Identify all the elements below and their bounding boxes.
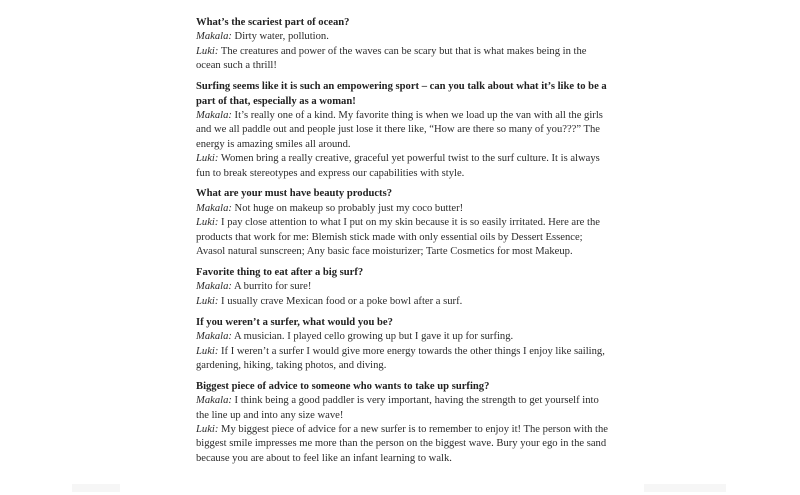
answer-luki [196, 345, 608, 374]
answer-makala [196, 109, 608, 152]
speaker-name: Makala: [196, 31, 232, 43]
question: If you weren’t a surfer, what would you be? [196, 316, 393, 328]
question: What’s the scariest part of ocean? [196, 17, 350, 28]
answer-text: It’s really one of a kind. My favorite thing is when we load up the van with all the girls and we all paddle out and people just lose it there like, “How are there so many of you???” The energy is amazing smiles all around. [196, 109, 603, 150]
question: Surfing seems like it is such an empowering sport – can you talk about what it’s like to be a part of that, especially as a woman! [196, 81, 607, 107]
answer-text: If I weren’t a surfer I would give more energy towards the other things I enjoy like sailing, gardening, hiking, taking photos, and diving. [196, 345, 605, 371]
speaker-name: Makala: [196, 109, 232, 121]
answer-luki [196, 423, 608, 466]
question: Favorite thing to eat after a big surf? [196, 267, 364, 278]
qa-block-5 [196, 316, 608, 374]
speaker-name: Luki: [196, 424, 219, 436]
qa-block-2 [196, 80, 608, 181]
answer-text: I pay close attention to what I put on my skin because it is so easily irritated. Here are the products that work for me: Blemish stick made with only essential oils by Dessert Essence; Avasol natural sunscreen; Any basic face moisturizer; Tarte Cosmetics for most Makeup. [196, 217, 600, 258]
qa-block-1 [196, 16, 608, 74]
answer-makala [196, 280, 608, 294]
speaker-name: Luki: [196, 345, 219, 357]
answer-text: A burrito for sure! [233, 281, 312, 293]
speaker-name: Luki: [196, 217, 219, 229]
answer-makala [196, 30, 608, 44]
answer-text: I think being a good paddler is very important, having the strength to get yourself into the line up and into any size wave! [196, 395, 599, 421]
speaker-name: Makala: [196, 281, 232, 293]
qa-block-3 [196, 187, 608, 259]
answer-makala [196, 394, 608, 423]
answer-text: A musician. I played cello growing up but I gave it up for surfing. [233, 331, 514, 343]
speaker-name: Luki: [196, 295, 219, 307]
answer-luki [196, 45, 608, 74]
answer-makala [196, 330, 608, 344]
answer-makala [196, 202, 608, 216]
answer-text: I usually crave Mexican food or a poke bowl after a surf. [221, 295, 463, 307]
speaker-name: Luki: [196, 153, 219, 165]
speaker-name: Makala: [196, 395, 232, 407]
footer-fade-left [72, 484, 120, 492]
question: Biggest piece of advice to someone who wants to take up surfing? [196, 380, 490, 392]
answer-text: Dirty water, pollution. [234, 31, 329, 43]
answer-text: Women bring a really creative, graceful yet powerful twist to the surf culture. It is always fun to break stereotypes and express our capabilities with style. [196, 153, 600, 179]
qa-block-6 [196, 380, 608, 466]
answer-text: My biggest piece of advice for a new surfer is to remember to enjoy it! The person with the biggest smile impresses me more than the person on the biggest wave. Bury your ego in the sand because you are about to feel like an infant learning to walk. [196, 424, 608, 464]
question: What are your must have beauty products? [196, 188, 392, 200]
answer-text: Not huge on makeup so probably just my coco butter! [234, 202, 464, 214]
answer-luki [196, 295, 608, 309]
answer-text: The creatures and power of the waves can be scary but that is what makes being in the ocean such a thrill! [196, 45, 587, 72]
speaker-name: Makala: [196, 202, 232, 214]
footer-fade-right [644, 484, 726, 492]
qa-block-4 [196, 266, 608, 309]
interview-article [196, 16, 608, 473]
speaker-name: Luki: [196, 45, 219, 57]
speaker-name: Makala: [196, 331, 232, 343]
answer-luki [196, 216, 608, 259]
answer-luki [196, 152, 608, 181]
